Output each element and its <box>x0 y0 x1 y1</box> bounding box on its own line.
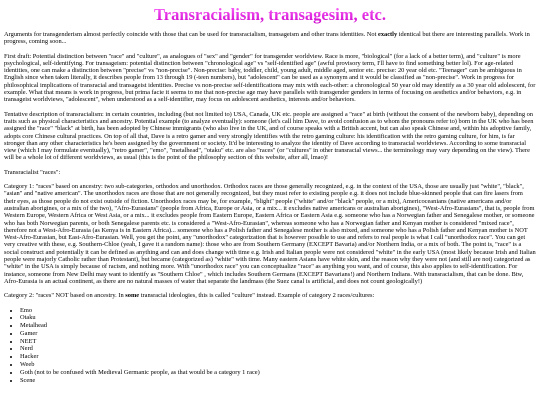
category-2-emphasis: some <box>125 292 140 300</box>
list-item: • Goth (not to be confused with Medieval Germanic people, as that would be a category 1 race) <box>20 369 536 377</box>
list-item: • Nerd <box>20 345 536 353</box>
list-item: • NEET <box>20 338 536 346</box>
list-item: • Metalhead <box>20 322 536 330</box>
category-1-paragraph: Category 1: "races" based on ancestry: two sub-categories, orthodox and unorthodox. Orthodox races are those generally recognized, e.g. in the context of the USA, those are usually just "white", "black", "asian" and "native american". The unorthodox races are those that are not generally recognized, but they must refer to existing people e.g. it does not include blue-skinned people that can fire lasers from their eyes, as those people do not exist outside of fiction. Unorthodox races may be, for example, "blight" people ("white" and/or "black" people, or a mix), Americoceanians (native americans and/or australian aborigines, or a mix of the two), "Afro-Eurasians" (people from Africa, Europe or Asia, or a mix... it excludes native americans or australian aborigines), "West-Afro-Eurasians", that is, people from Western Europe, Western Africa or West Asia, or a mix... it excludes people from Eastern Europe, Eastern Africa or Eastern Asia e.g. someone who has a Norwegian father and Senegalese mother, or someone who has both Norwegian parents, or both Senegalese parents etc. is considered a "West-Afro-Eurasian", whereas someone who has a Norwegian father and Kenyan mother is considered "mixed race", therefore not a West-Afro-Eurasia (as Kenya is in Eastern Africa)... someone who has a Polish father and Senegalese mother is also mixed, and someone who has a Polish father and Kenyan mother is NOT West-Afro-Eurasian, but East-Afro-Eurasian. Well, you get the point, any "unorthodox" categorization that is however possible to use and refers to real people is what I call "unorthodox race". You can get very creative with these, e.g. Southern-Chloe (yeah, I gave it a random name): those who are from Southern Germany (EXCEPT Bavaria) and/or Northern India, or a mix of both. The point is, "race" is a social construct and potentially it can be defined as anything and can and does change with time e.g. Irish and Italian people were not considered "white" in the early USA (most likely because Irish and Italian people were majorly Catholic rather than Protestant), but became (categorized as) "white" with time. Many eastern Asians have white skin, and the reason why they were not (and still are not) categorized as "white" in the USA is simply because of racism, and nothing more. With "unorthodox race" you can conceptualize "race" as anything you want, and of course, this also applies to self-identification. For instance, someone from New Delhi may want to identify as "Southern Chloe" , which includes Southern Germans (EXCEPT Bavarians!) and Northern Indians. With transracialism, that can be done. Btw, Afro-Eurasia is an actual continent, as there are no natural masses of water that separate the landmass (the Suez canal is artificial, and does not count geologically!) <box>4 183 536 285</box>
category-2-text-before: Category 2: "races" NOT based on ancestry. In <box>4 292 126 300</box>
list-item: • Hacker <box>20 353 536 361</box>
intro-emphasis: exactly <box>377 31 398 38</box>
list-item: • Otaku <box>20 314 536 322</box>
page-heading <box>4 5 536 24</box>
races-heading: Transracialist "races": <box>4 168 61 176</box>
page-title: Transracialism, transagesim, etc. <box>153 5 387 24</box>
tentative-description-paragraph: Tentative description of transracialism: in certain countries, including (but not limited to) USA, Canada, UK etc. people are assigned a "race" at birth (without the consent of the newborn baby), depending on traits such as physical characteristics and ancestry. Potential example (to analyze eventually): someone (let's call him Dave, to avoid confusion as to whom the pronouns refer to) born in the UK who has been assigned the "race" "black" at birth, has been adopted by Chinese immigrants (who also live in the UK, and of course speaks with a British accent, but can also speak Chinese and, within his adoptive family, adopts core Chinese cultural practices. On top of all that, Dave is a retro gamer and very strongly identifies with the retro gaming culture: his identification with the retro gaming culture, for him, is far stronger than any other characteristics he's been assigned by the government or society. It'd be interesting to analyze the identity of Dave according to transracial worldviews. According to some transracial view (which I may formulate eventually), "retro gamer", "emo", "metalhead", "otaku" etc. are also "races" (or "cultures" in other transracial views... the terminology may vary depending on the view). There will be a whole lot of different worldviews, as usual (this is the point of the philosophy section of this website, after all, lmao)! <box>4 110 534 162</box>
intro-paragraph <box>4 31 536 46</box>
intro-text-before: Arguments for transgenderism almost perfectly coincide with those that can be used for transracialism, transageism and other trans identities. Not <box>4 31 378 38</box>
list-item: • Emo <box>20 307 536 315</box>
intro-text-after: identical but there are interesting parallels. Work in progress, coming soon... <box>4 31 530 46</box>
list-item: • Weeb <box>20 361 536 369</box>
list-item: • Gamer <box>20 330 536 338</box>
category-2-paragraph <box>4 292 536 299</box>
first-draft-paragraph: First draft: Potential distinction between "race" and "culture", as analogues of "sex" and "gender" for transgender worldview. Race is more, "biological" (for a lack of a better term), and "culture" is more psychological, self-identifying. For transageism: potential distinction between "chronological age" vs "self-identified age" (awful provisory term, I'll have to find something better lol). For age-related identities, one can make a distinction between "precise" vs "non-precise". Non-precise: baby, toddler, child, young adult, middle aged, senior etc. precise: 20 year old etc. "Teenager" can be ambiguous in English since when taken literally, it describes people from 13 through 19 (-teen numbers), but "adolescent" can be used as a synonym and it would be classified as "non-precise". Work in progress for philosophical implications of transracial and transageist identities. Precise vs non-precise self-identifications may mix with each-other: a chronological 50 year old may identify as a 30 year old adolescent, for example. What that means is work in progress, but prima facie it seems to me that non-precise age may have parallels with transgender genders in terms of focusing on aesthetics and/or behaviors, e.g. in transageist worldviews, "adolescent", when understood as a self-identifier, may focus on adolescent aesthetics, interests and/or behaviors. <box>4 52 536 104</box>
category-2-text-after: transracial ideologies, this is called "culture" instead. Example of category 2 races/cultures: <box>139 292 375 300</box>
category-2-list <box>4 307 536 385</box>
list-item: • Scene <box>20 377 536 385</box>
